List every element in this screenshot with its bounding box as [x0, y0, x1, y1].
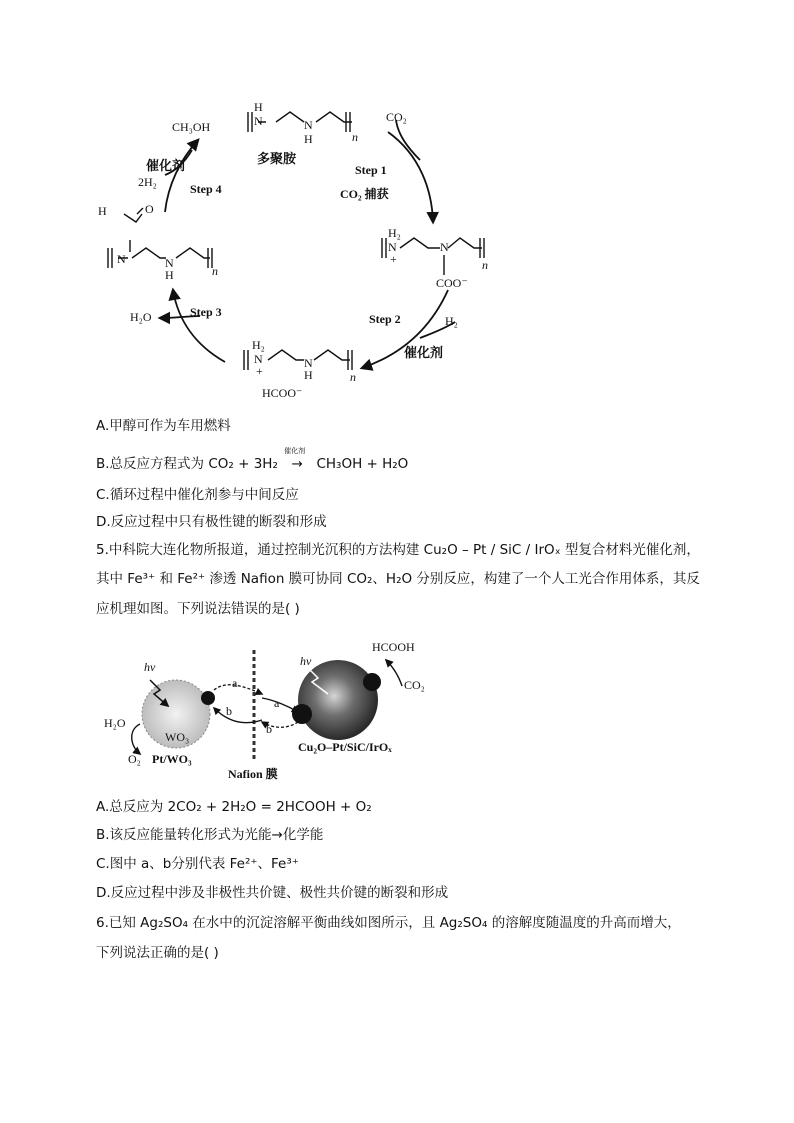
ion-arrow-a-right: [262, 698, 298, 712]
plus-sign-bottom: +: [256, 364, 263, 378]
cu2o-composite-label: Cu₂O–Pt/SiC/IrOₓ: [298, 740, 392, 754]
pt-wo3-label: Pt/WO₃: [152, 752, 192, 766]
q4-arrow-catalyst-label: 催化剂: [284, 447, 306, 455]
wo3-label: WO₃: [165, 730, 190, 744]
n-subscript-top: n: [352, 130, 358, 144]
step4-label: Step 4: [190, 182, 222, 196]
q4-option-b-suffix: CH₃OH + H₂O: [316, 456, 409, 472]
q4-option-d: D.反应过程中只有极性键的断裂和形成: [96, 514, 327, 530]
n-subscript-bottom: n: [350, 370, 356, 384]
q6-stem-line-2: 下列说法正确的是( ): [96, 945, 219, 961]
n-subscript-right: n: [482, 258, 488, 272]
step1-label: Step 1: [355, 163, 387, 177]
q4-reaction-arrow: 催化剂 →: [284, 447, 306, 472]
n-plus-bottom: N: [254, 352, 263, 366]
nh-label-top: H: [254, 100, 263, 114]
h2-plus-bottom: H₂: [252, 338, 265, 352]
q5-option-a: A.总反应为 2CO₂ + 2H₂O = 2HCOOH + O₂: [96, 799, 372, 815]
q6-stem-line-1: 6.已知 Ag₂SO₄ 在水中的沉淀溶解平衡曲线如图所示，且 Ag₂SO₄ 的溶解度随温度的升高而增大，: [96, 915, 681, 931]
h-atom-top-2: H: [304, 132, 313, 146]
step3-label: Step 3: [190, 305, 222, 319]
n-atom-left-2: N: [165, 256, 174, 270]
n-atom-bottom: N: [304, 356, 313, 370]
step2-label: Step 2: [369, 312, 401, 326]
h2-right-label: H₂: [445, 314, 458, 328]
q4-option-c: C.循环过程中催化剂参与中间反应: [96, 487, 299, 503]
h2o-label: H₂O: [104, 716, 126, 730]
hcooh-label: HCOOH: [372, 640, 415, 654]
q4-option-b-prefix: B.总反应方程式为 CO₂ + 3H₂: [96, 456, 278, 472]
particle-right-1: [363, 673, 381, 691]
n-plus-atom: N: [388, 240, 397, 254]
label-b-left: b: [226, 704, 232, 718]
h-atom-formyl: H: [98, 204, 107, 218]
o-atom-formyl: O: [145, 202, 154, 216]
methanol-label: CH₃OH: [172, 120, 211, 134]
water-oxidation-arrow: [132, 724, 140, 754]
h2o-product-label: H₂O: [130, 310, 152, 324]
q5-option-d: D.反应过程中涉及非极性共价键、极性共价键的断裂和形成: [96, 885, 449, 901]
label-a-right: a: [274, 696, 280, 710]
hv-left-label: hν: [144, 660, 156, 674]
catalyst-left-label: 催化剂: [146, 158, 186, 173]
q5-option-b: B.该反应能量转化形式为光能→化学能: [96, 827, 324, 843]
hv-right-label: hν: [300, 654, 312, 668]
hcoo-label: HCOO⁻: [262, 386, 303, 400]
q5-stem-line-3: 应机理如图。下列说法错误的是( ): [96, 601, 300, 617]
co2-capture-label: CO₂ 捕获: [340, 187, 389, 201]
co2-reagent-label: CO₂: [386, 110, 407, 124]
n-atom-left: N: [117, 252, 126, 266]
catalyst-right-label: 催化剂: [404, 345, 444, 360]
q5-stem-line-2: 其中 Fe³⁺ 和 Fe²⁺ 渗透 Nafion 膜可协同 CO₂、H₂O 分别反应，构建了一个人工光合作用体系，其反: [96, 571, 700, 587]
plus-sign: +: [390, 252, 397, 266]
h2-plus-label: H₂: [388, 226, 401, 240]
n-atom-top-1: N: [254, 114, 263, 128]
co2-reduction-arrow: [386, 660, 402, 686]
q5-stem-line-1: 5.中科院大连化物所报道，通过控制光沉积的方法构建 Cu₂O – Pt / SiC / IrOₓ 型复合材料光催化剂，: [96, 542, 700, 558]
h-atom-left: H: [165, 268, 174, 282]
pt-particle-left: [201, 691, 215, 705]
h2-left-label: 2H₂: [138, 175, 157, 189]
coo-label: COO⁻: [436, 276, 468, 290]
n-subscript-left: n: [212, 264, 218, 278]
cu2o-sphere: [298, 660, 378, 740]
q4-option-a: A.甲醇可作为车用燃料: [96, 418, 231, 434]
n-atom-right: N: [440, 240, 449, 254]
label-a-left: a: [232, 676, 238, 690]
q5-option-c: C.图中 a、b分别代表 Fe²⁺、Fe³⁺: [96, 856, 299, 872]
nafion-label: Nafion 膜: [228, 767, 278, 781]
polyamine-label: 多聚胺: [257, 151, 297, 166]
o2-label: O₂: [128, 752, 141, 766]
label-b-right: b: [266, 722, 272, 736]
co2-label: CO₂: [404, 678, 425, 692]
h-atom-bottom: H: [304, 368, 313, 382]
n-atom-top-2: N: [304, 118, 313, 132]
particle-right-2: [292, 704, 312, 724]
